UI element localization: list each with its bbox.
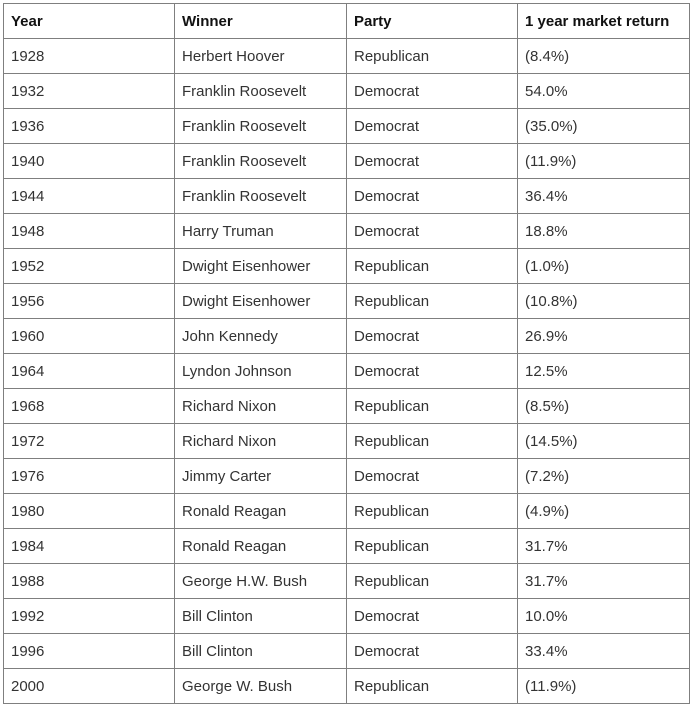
winner-cell: Lyndon Johnson (175, 354, 347, 389)
party-cell: Democrat (347, 354, 518, 389)
party-cell: Democrat (347, 74, 518, 109)
party-cell: Republican (347, 39, 518, 74)
winner-cell: John Kennedy (175, 319, 347, 354)
winner-cell: Franklin Roosevelt (175, 109, 347, 144)
party-cell: Republican (347, 494, 518, 529)
table-row (4, 39, 690, 74)
market-return-cell: 31.7% (518, 564, 690, 599)
party-cell: Republican (347, 284, 518, 319)
party-cell: Republican (347, 529, 518, 564)
year-cell: 2000 (4, 669, 175, 704)
winner-cell: George H.W. Bush (175, 564, 347, 599)
year-cell: 1956 (4, 284, 175, 319)
table-header (4, 4, 690, 39)
market-return-cell: 12.5% (518, 354, 690, 389)
year-cell: 1960 (4, 319, 175, 354)
table-row (4, 564, 690, 599)
table-row (4, 74, 690, 109)
table-row (4, 319, 690, 354)
market-return-cell: (4.9%) (518, 494, 690, 529)
winner-cell: Ronald Reagan (175, 529, 347, 564)
table-row (4, 634, 690, 669)
party-cell: Democrat (347, 319, 518, 354)
winner-cell: Richard Nixon (175, 389, 347, 424)
market-return-cell: 18.8% (518, 214, 690, 249)
table-row (4, 214, 690, 249)
table-row (4, 109, 690, 144)
header-year: Year (4, 4, 175, 39)
party-cell: Democrat (347, 109, 518, 144)
table-row (4, 284, 690, 319)
market-return-cell: (11.9%) (518, 669, 690, 704)
winner-cell: Franklin Roosevelt (175, 179, 347, 214)
table-row (4, 354, 690, 389)
winner-cell: Dwight Eisenhower (175, 249, 347, 284)
year-cell: 1932 (4, 74, 175, 109)
year-cell: 1988 (4, 564, 175, 599)
market-return-cell: (35.0%) (518, 109, 690, 144)
winner-cell: Ronald Reagan (175, 494, 347, 529)
year-cell: 1992 (4, 599, 175, 634)
table-row (4, 494, 690, 529)
party-cell: Democrat (347, 634, 518, 669)
year-cell: 1976 (4, 459, 175, 494)
winner-cell: Franklin Roosevelt (175, 144, 347, 179)
table-row (4, 389, 690, 424)
party-cell: Democrat (347, 459, 518, 494)
year-cell: 1972 (4, 424, 175, 459)
market-return-cell: 36.4% (518, 179, 690, 214)
market-return-cell: 26.9% (518, 319, 690, 354)
market-return-cell: 31.7% (518, 529, 690, 564)
party-cell: Republican (347, 669, 518, 704)
year-cell: 1980 (4, 494, 175, 529)
year-cell: 1928 (4, 39, 175, 74)
year-cell: 1968 (4, 389, 175, 424)
winner-cell: Herbert Hoover (175, 39, 347, 74)
header-party: Party (347, 4, 518, 39)
winner-cell: Bill Clinton (175, 634, 347, 669)
year-cell: 1964 (4, 354, 175, 389)
year-cell: 1952 (4, 249, 175, 284)
winner-cell: Dwight Eisenhower (175, 284, 347, 319)
table-row (4, 669, 690, 704)
header-market-return: 1 year market return (518, 4, 690, 39)
party-cell: Democrat (347, 144, 518, 179)
market-return-cell: (7.2%) (518, 459, 690, 494)
market-return-cell: 33.4% (518, 634, 690, 669)
market-return-cell: (8.4%) (518, 39, 690, 74)
winner-cell: George W. Bush (175, 669, 347, 704)
table-row (4, 599, 690, 634)
year-cell: 1944 (4, 179, 175, 214)
table-body (4, 39, 690, 704)
party-cell: Republican (347, 424, 518, 459)
winner-cell: Jimmy Carter (175, 459, 347, 494)
election-market-return-table (3, 3, 690, 704)
market-return-cell: 10.0% (518, 599, 690, 634)
table-row (4, 424, 690, 459)
market-return-cell: 54.0% (518, 74, 690, 109)
header-winner: Winner (175, 4, 347, 39)
table-row (4, 249, 690, 284)
party-cell: Republican (347, 249, 518, 284)
party-cell: Democrat (347, 179, 518, 214)
year-cell: 1940 (4, 144, 175, 179)
market-return-cell: (11.9%) (518, 144, 690, 179)
table-row (4, 179, 690, 214)
winner-cell: Harry Truman (175, 214, 347, 249)
market-return-cell: (10.8%) (518, 284, 690, 319)
party-cell: Republican (347, 389, 518, 424)
party-cell: Republican (347, 564, 518, 599)
year-cell: 1948 (4, 214, 175, 249)
header-row (4, 4, 690, 39)
market-return-cell: (14.5%) (518, 424, 690, 459)
party-cell: Democrat (347, 214, 518, 249)
table-row (4, 529, 690, 564)
year-cell: 1984 (4, 529, 175, 564)
winner-cell: Franklin Roosevelt (175, 74, 347, 109)
table-row (4, 144, 690, 179)
party-cell: Democrat (347, 599, 518, 634)
winner-cell: Richard Nixon (175, 424, 347, 459)
market-return-cell: (1.0%) (518, 249, 690, 284)
year-cell: 1936 (4, 109, 175, 144)
winner-cell: Bill Clinton (175, 599, 347, 634)
year-cell: 1996 (4, 634, 175, 669)
table-row (4, 459, 690, 494)
market-return-cell: (8.5%) (518, 389, 690, 424)
